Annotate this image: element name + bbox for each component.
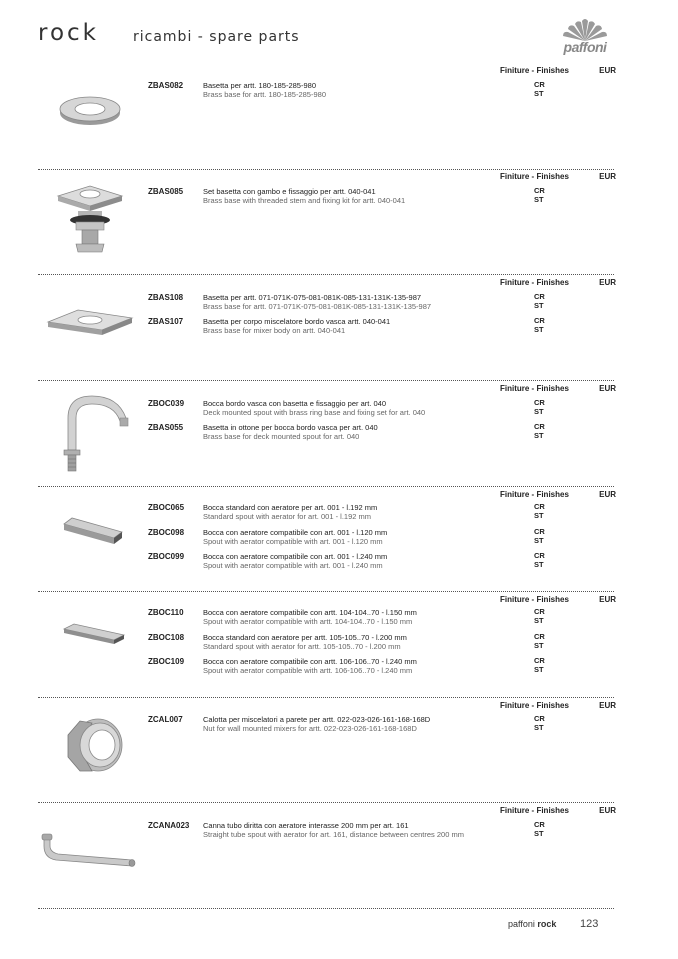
finish-codes bbox=[534, 821, 548, 838]
column-header bbox=[500, 66, 616, 75]
finish-codes bbox=[534, 423, 548, 440]
threaded-stem-base-illustration bbox=[40, 180, 140, 260]
finishes-header: Finiture - Finishes bbox=[500, 701, 569, 710]
finish-cr: CR bbox=[534, 656, 545, 665]
part-description-en: Spout with aerator compatible with art. 001 - l.240 mm bbox=[203, 561, 383, 570]
part-description-it: Bocca con aeratore compatibile con art. 001 - l.240 mm bbox=[203, 552, 388, 561]
finishes-header: Finiture - Finishes bbox=[500, 66, 569, 75]
currency-header: EUR bbox=[599, 278, 616, 287]
section-divider bbox=[38, 802, 614, 803]
currency-header: EUR bbox=[599, 490, 616, 499]
finish-codes bbox=[534, 293, 548, 310]
finish-st: ST bbox=[534, 406, 544, 416]
finish-cr: CR bbox=[534, 422, 545, 431]
finish-codes bbox=[534, 715, 548, 732]
part-code: ZBOC108 bbox=[148, 633, 185, 642]
part-description-it: Set basetta con gambo e fissaggio per artt. 040-041 bbox=[203, 187, 376, 196]
part-description-en: Standard spout with aerator for art. 001 - l.192 mm bbox=[203, 512, 371, 521]
currency-header: EUR bbox=[599, 172, 616, 181]
brass-ring-base-illustration bbox=[40, 91, 140, 131]
part-description-en: Brass base with threaded stem and fixing kit for artt. 040-041 bbox=[203, 196, 406, 205]
section-divider bbox=[38, 591, 614, 592]
part-code: ZBAS055 bbox=[148, 423, 184, 432]
collection-title: rock bbox=[38, 20, 99, 46]
currency-header: EUR bbox=[599, 595, 616, 604]
section-divider bbox=[38, 486, 614, 487]
finish-cr: CR bbox=[534, 292, 545, 301]
deck-spout-illustration bbox=[40, 388, 140, 474]
part-description-en: Spout with aerator compatible with artt. 104-104..70 - l.150 mm bbox=[203, 617, 413, 626]
section-divider bbox=[38, 169, 614, 170]
part-description-it: Basetta per artt. 180-185-285-980 bbox=[203, 81, 316, 90]
part-description-it: Bocca standard con aeratore per artt. 105-105..70 - l.200 mm bbox=[203, 633, 407, 642]
finish-st: ST bbox=[534, 194, 544, 204]
column-header bbox=[500, 490, 616, 499]
finish-codes bbox=[534, 81, 548, 98]
finishes-header: Finiture - Finishes bbox=[500, 595, 569, 604]
finish-codes bbox=[534, 608, 548, 625]
part-description-it: Bocca standard con aeratore per art. 001 - l.192 mm bbox=[203, 503, 378, 512]
part-code: ZBOC109 bbox=[148, 657, 185, 666]
finish-codes bbox=[534, 552, 548, 569]
column-header bbox=[500, 384, 616, 393]
part-description-en: Brass base for artt. 071-071K-075-081-081K-085-131-131K-135-987 bbox=[203, 302, 432, 311]
section-divider bbox=[38, 274, 614, 275]
finish-codes bbox=[534, 528, 548, 545]
currency-header: EUR bbox=[599, 701, 616, 710]
part-description-it: Bocca bordo vasca con basetta e fissaggio per art. 040 bbox=[203, 399, 387, 408]
part-code: ZBOC039 bbox=[148, 399, 185, 408]
part-code: ZBOC098 bbox=[148, 528, 185, 537]
part-description-en: Brass base for deck mounted spout for art. 040 bbox=[203, 432, 360, 441]
part-description-en: Spout with aerator compatible with art. 001 - l.120 mm bbox=[203, 537, 383, 546]
paffoni-logo bbox=[555, 15, 615, 55]
part-code: ZBOC110 bbox=[148, 608, 184, 617]
finish-st: ST bbox=[534, 828, 544, 838]
section-divider bbox=[38, 908, 614, 909]
section-divider bbox=[38, 697, 614, 698]
finish-codes bbox=[534, 187, 548, 204]
finish-st: ST bbox=[534, 535, 544, 545]
finishes-header: Finiture - Finishes bbox=[500, 806, 569, 815]
part-description-it: Canna tubo diritta con aeratore interasse 200 mm per art. 161 bbox=[203, 821, 409, 830]
finish-cr: CR bbox=[534, 820, 545, 829]
straight-tube-spout-illustration bbox=[40, 828, 140, 872]
part-description-en: Standard spout with aerator for artt. 105-105..70 - l.200 mm bbox=[203, 642, 401, 651]
finish-cr: CR bbox=[534, 80, 545, 89]
finish-cr: CR bbox=[534, 186, 545, 195]
part-description-en: Nut for wall mounted mixers for artt. 022-023-026-161-168-168D bbox=[203, 724, 417, 733]
part-description-it: Bocca con aeratore compatibile con artt. 104-104..70 - l.150 mm bbox=[203, 608, 417, 617]
finish-cr: CR bbox=[534, 398, 545, 407]
finish-codes bbox=[534, 399, 548, 416]
part-code: ZBOC065 bbox=[148, 503, 185, 512]
column-header bbox=[500, 172, 616, 181]
finish-st: ST bbox=[534, 300, 544, 310]
footer-brand: paffoni bbox=[508, 919, 535, 929]
part-description-it: Bocca con aeratore compatibile con artt. 106-106..70 - l.240 mm bbox=[203, 657, 417, 666]
part-description-en: Brass base for mixer body on artt. 040-041 bbox=[203, 326, 346, 335]
currency-header: EUR bbox=[599, 384, 616, 393]
part-description-it: Basetta per artt. 071-071K-075-081-081K-085-131-131K-135-987 bbox=[203, 293, 422, 302]
finish-st: ST bbox=[534, 510, 544, 520]
part-description-en: Brass base for artt. 180-185-285-980 bbox=[203, 90, 326, 99]
column-header bbox=[500, 595, 616, 604]
currency-header: EUR bbox=[599, 66, 616, 75]
finish-st: ST bbox=[534, 324, 544, 334]
flat-spout-illustration bbox=[40, 619, 140, 649]
part-description-it: Basetta in ottone per bocca bordo vasca per art. 040 bbox=[203, 423, 378, 432]
finish-st: ST bbox=[534, 88, 544, 98]
finishes-header: Finiture - Finishes bbox=[500, 490, 569, 499]
part-code: ZBAS085 bbox=[148, 187, 184, 196]
column-header bbox=[500, 806, 616, 815]
part-code: ZCAL007 bbox=[148, 715, 183, 724]
section-divider bbox=[38, 380, 614, 381]
finishes-header: Finiture - Finishes bbox=[500, 384, 569, 393]
finish-cr: CR bbox=[534, 632, 545, 641]
finish-cr: CR bbox=[534, 551, 545, 560]
finish-st: ST bbox=[534, 430, 544, 440]
finish-cr: CR bbox=[534, 714, 545, 723]
standard-spout-illustration bbox=[40, 510, 140, 550]
finishes-header: Finiture - Finishes bbox=[500, 278, 569, 287]
footer-collection: rock bbox=[537, 919, 557, 929]
column-header bbox=[500, 278, 616, 287]
finish-cr: CR bbox=[534, 502, 545, 511]
finish-cr: CR bbox=[534, 527, 545, 536]
wall-nut-illustration bbox=[40, 713, 140, 779]
finish-st: ST bbox=[534, 664, 544, 674]
part-code: ZBOC099 bbox=[148, 552, 185, 561]
page-number: 123 bbox=[580, 918, 599, 930]
part-code: ZBAS082 bbox=[148, 81, 184, 90]
part-description-it: Calotta per miscelatori a parete per artt. 022-023-026-161-168-168D bbox=[203, 715, 431, 724]
part-description-en: Spout with aerator compatible with artt. 106-106..70 - l.240 mm bbox=[203, 666, 413, 675]
finish-codes bbox=[534, 503, 548, 520]
page-footer bbox=[508, 919, 556, 929]
logo-wordmark: paffoni bbox=[563, 39, 607, 55]
currency-header: EUR bbox=[599, 806, 616, 815]
column-header bbox=[500, 701, 616, 710]
finish-st: ST bbox=[534, 615, 544, 625]
finish-codes bbox=[534, 633, 548, 650]
page-subtitle: ricambi - spare parts bbox=[133, 29, 300, 45]
finish-st: ST bbox=[534, 722, 544, 732]
part-description-en: Straight tube spout with aerator for art. 161, distance between centres 200 mm bbox=[203, 830, 464, 839]
part-code: ZCANA023 bbox=[148, 821, 190, 830]
finishes-header: Finiture - Finishes bbox=[500, 172, 569, 181]
finish-codes bbox=[534, 657, 548, 674]
finish-st: ST bbox=[534, 640, 544, 650]
part-description-it: Basetta per corpo miscelatore bordo vasca artt. 040-041 bbox=[203, 317, 391, 326]
square-base-plate-illustration bbox=[40, 302, 140, 342]
part-description-en: Deck mounted spout with brass ring base and fixing set for art. 040 bbox=[203, 408, 426, 417]
part-description-it: Bocca con aeratore compatibile con art. 001 - l.120 mm bbox=[203, 528, 388, 537]
part-code: ZBAS107 bbox=[148, 317, 184, 326]
finish-st: ST bbox=[534, 559, 544, 569]
part-code: ZBAS108 bbox=[148, 293, 184, 302]
finish-cr: CR bbox=[534, 607, 545, 616]
finish-cr: CR bbox=[534, 316, 545, 325]
finish-codes bbox=[534, 317, 548, 334]
